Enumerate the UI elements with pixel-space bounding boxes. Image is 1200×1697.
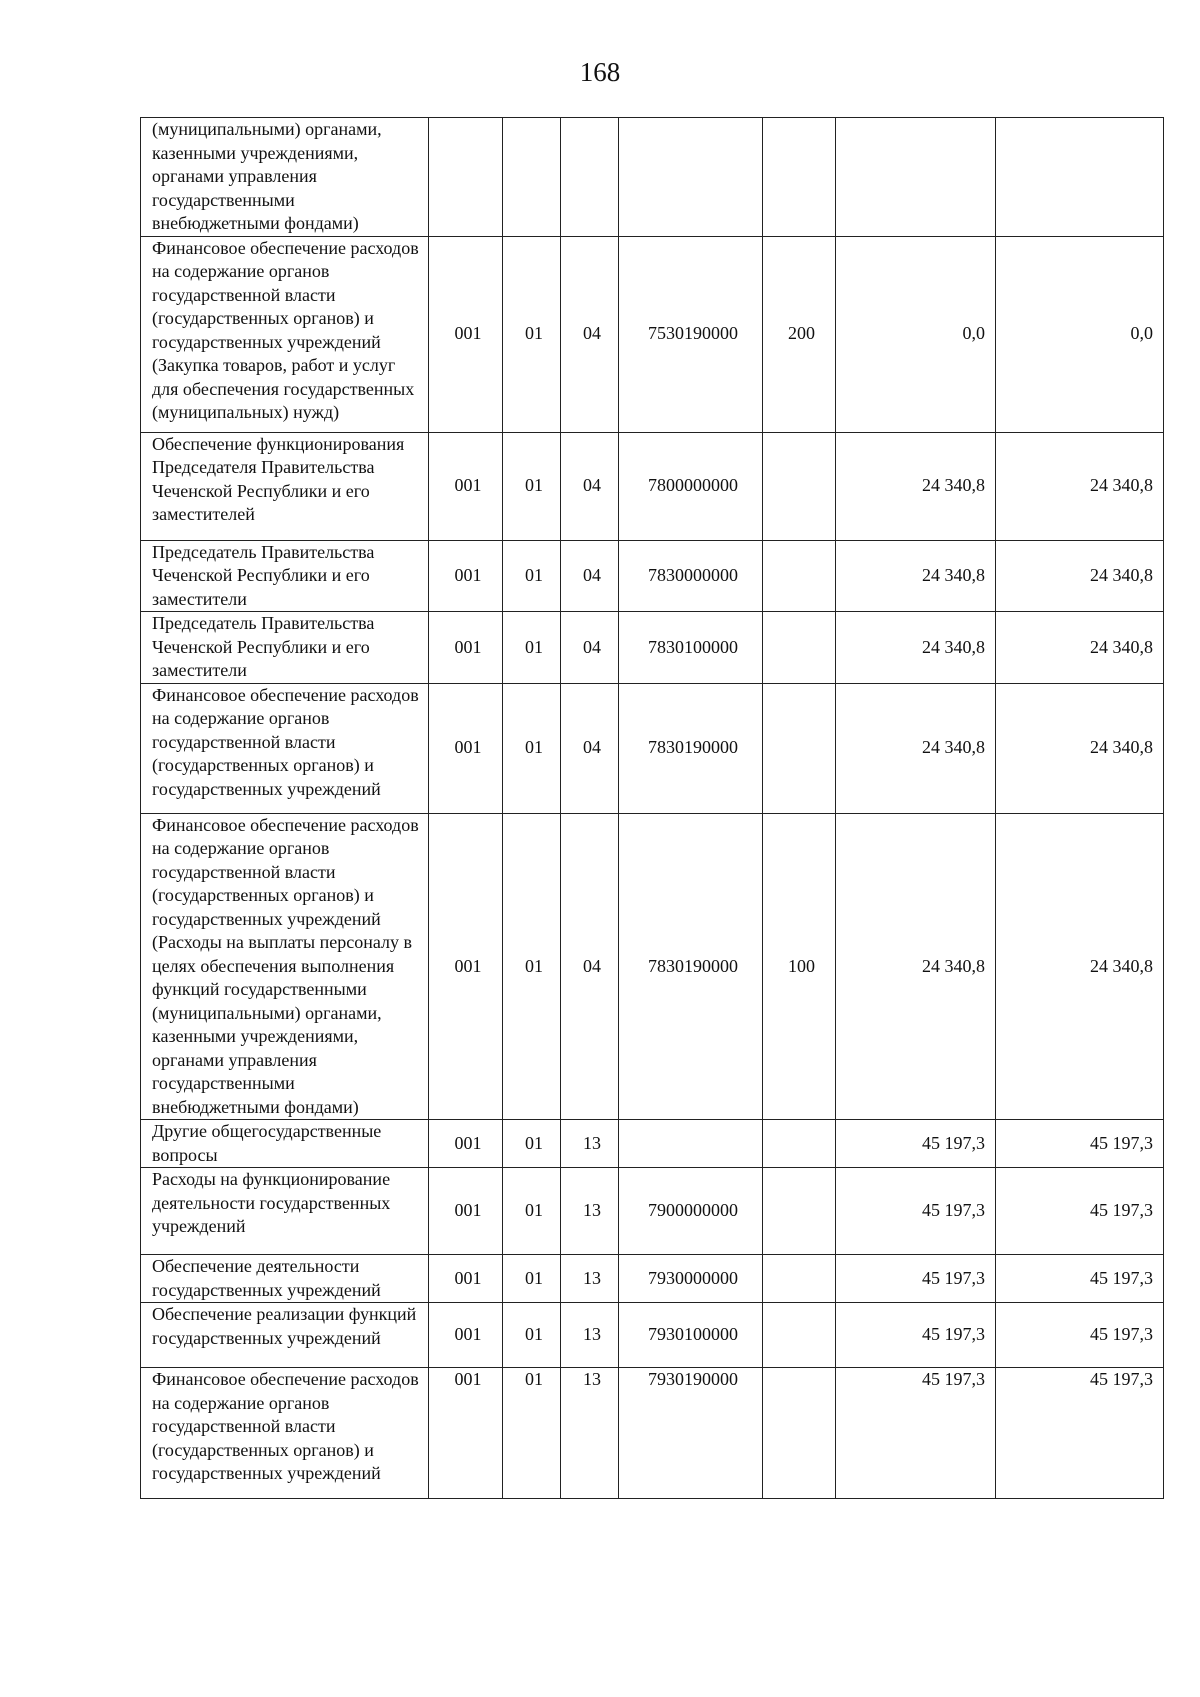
amount-year-1-cell: 24 340,8 bbox=[836, 813, 996, 1120]
description-cell: Председатель Правительства Чеченской Республики и его заместители bbox=[141, 540, 429, 612]
amount-year-1-cell: 45 197,3 bbox=[836, 1255, 996, 1303]
expense-type-cell: 100 bbox=[763, 813, 836, 1120]
subsection-code-cell: 04 bbox=[561, 540, 619, 612]
table-row bbox=[141, 1303, 1164, 1368]
subsection-code-cell: 13 bbox=[561, 1303, 619, 1368]
table-row bbox=[141, 683, 1164, 813]
table-body bbox=[141, 118, 1164, 1499]
amount-year-2-cell: 0,0 bbox=[996, 236, 1164, 432]
ministry-code-cell: 001 bbox=[429, 236, 503, 432]
expense-type-cell bbox=[763, 1255, 836, 1303]
subsection-code-cell: 04 bbox=[561, 683, 619, 813]
subsection-code-cell: 13 bbox=[561, 1120, 619, 1168]
ministry-code-cell bbox=[429, 118, 503, 237]
target-article-cell: 7900000000 bbox=[619, 1168, 763, 1255]
expense-type-cell bbox=[763, 1303, 836, 1368]
expense-type-cell bbox=[763, 1368, 836, 1499]
table-row bbox=[141, 236, 1164, 432]
description-cell: Обеспечение функционирования Председателя Правительства Чеченской Республики и его заместителей bbox=[141, 432, 429, 540]
target-article-cell: 7930190000 bbox=[619, 1368, 763, 1499]
table-row bbox=[141, 432, 1164, 540]
target-article-cell bbox=[619, 1120, 763, 1168]
page-number: 168 bbox=[579, 57, 621, 87]
ministry-code-cell: 001 bbox=[429, 1168, 503, 1255]
amount-year-1-cell: 45 197,3 bbox=[836, 1368, 996, 1499]
amount-year-2-cell: 45 197,3 bbox=[996, 1303, 1164, 1368]
amount-year-2-cell: 24 340,8 bbox=[996, 813, 1164, 1120]
amount-year-1-cell bbox=[836, 118, 996, 237]
subsection-code-cell: 04 bbox=[561, 813, 619, 1120]
ministry-code-cell: 001 bbox=[429, 1303, 503, 1368]
ministry-code-cell: 001 bbox=[429, 1368, 503, 1499]
amount-year-1-cell: 24 340,8 bbox=[836, 540, 996, 612]
section-code-cell: 01 bbox=[503, 236, 561, 432]
description-cell: Обеспечение деятельности государственных учреждений bbox=[141, 1255, 429, 1303]
table-row bbox=[141, 1368, 1164, 1499]
target-article-cell: 7830190000 bbox=[619, 683, 763, 813]
amount-year-1-cell: 24 340,8 bbox=[836, 612, 996, 684]
ministry-code-cell: 001 bbox=[429, 683, 503, 813]
description-cell: Финансовое обеспечение расходов на содержание органов государственной власти (государственных органов) и государственных учреждений bbox=[141, 1368, 429, 1499]
description-cell: (муниципальными) органами, казенными учреждениями, органами управления государственными внебюджетными фондами) bbox=[141, 118, 429, 237]
ministry-code-cell: 001 bbox=[429, 540, 503, 612]
target-article-cell: 7830000000 bbox=[619, 540, 763, 612]
section-code-cell bbox=[503, 118, 561, 237]
amount-year-1-cell: 45 197,3 bbox=[836, 1168, 996, 1255]
amount-year-2-cell: 24 340,8 bbox=[996, 612, 1164, 684]
amount-year-1-cell: 24 340,8 bbox=[836, 683, 996, 813]
expense-type-cell bbox=[763, 1120, 836, 1168]
amount-year-1-cell: 0,0 bbox=[836, 236, 996, 432]
subsection-code-cell: 04 bbox=[561, 612, 619, 684]
description-cell: Финансовое обеспечение расходов на содержание органов государственной власти (государственных органов) и государственных учреждений (Закупка товаров, работ и услуг для обеспечения государственных (муниципальных) нужд) bbox=[141, 236, 429, 432]
amount-year-1-cell: 45 197,3 bbox=[836, 1303, 996, 1368]
subsection-code-cell: 04 bbox=[561, 236, 619, 432]
subsection-code-cell: 04 bbox=[561, 432, 619, 540]
table-row bbox=[141, 612, 1164, 684]
section-code-cell: 01 bbox=[503, 540, 561, 612]
expense-type-cell bbox=[763, 1168, 836, 1255]
section-code-cell: 01 bbox=[503, 1120, 561, 1168]
subsection-code-cell: 13 bbox=[561, 1168, 619, 1255]
ministry-code-cell: 001 bbox=[429, 1120, 503, 1168]
section-code-cell: 01 bbox=[503, 1368, 561, 1499]
amount-year-2-cell: 24 340,8 bbox=[996, 540, 1164, 612]
description-cell: Другие общегосударственные вопросы bbox=[141, 1120, 429, 1168]
amount-year-2-cell: 45 197,3 bbox=[996, 1255, 1164, 1303]
target-article-cell: 7930000000 bbox=[619, 1255, 763, 1303]
subsection-code-cell bbox=[561, 118, 619, 237]
description-cell: Председатель Правительства Чеченской Республики и его заместители bbox=[141, 612, 429, 684]
section-code-cell: 01 bbox=[503, 1303, 561, 1368]
description-cell: Обеспечение реализации функций государственных учреждений bbox=[141, 1303, 429, 1368]
section-code-cell: 01 bbox=[503, 612, 561, 684]
ministry-code-cell: 001 bbox=[429, 1255, 503, 1303]
table-row bbox=[141, 1168, 1164, 1255]
amount-year-2-cell: 45 197,3 bbox=[996, 1368, 1164, 1499]
table-row bbox=[141, 813, 1164, 1120]
amount-year-1-cell: 24 340,8 bbox=[836, 432, 996, 540]
description-cell: Финансовое обеспечение расходов на содержание органов государственной власти (государственных органов) и государственных учреждений (Расходы на выплаты персоналу в целях обеспечения выполнения функций государственными (муниципальными) органами, казенными учреждениями, органами управления государственными внебюджетными фондами) bbox=[141, 813, 429, 1120]
table-row bbox=[141, 1120, 1164, 1168]
expense-type-cell bbox=[763, 540, 836, 612]
table-row bbox=[141, 1255, 1164, 1303]
amount-year-2-cell bbox=[996, 118, 1164, 237]
section-code-cell: 01 bbox=[503, 432, 561, 540]
table-row bbox=[141, 540, 1164, 612]
amount-year-2-cell: 45 197,3 bbox=[996, 1168, 1164, 1255]
table-row bbox=[141, 118, 1164, 237]
expense-type-cell bbox=[763, 118, 836, 237]
section-code-cell: 01 bbox=[503, 683, 561, 813]
expense-type-cell bbox=[763, 432, 836, 540]
ministry-code-cell: 001 bbox=[429, 612, 503, 684]
expense-type-cell: 200 bbox=[763, 236, 836, 432]
subsection-code-cell: 13 bbox=[561, 1255, 619, 1303]
target-article-cell: 7930100000 bbox=[619, 1303, 763, 1368]
target-article-cell: 7830100000 bbox=[619, 612, 763, 684]
target-article-cell: 7800000000 bbox=[619, 432, 763, 540]
section-code-cell: 01 bbox=[503, 1168, 561, 1255]
amount-year-1-cell: 45 197,3 bbox=[836, 1120, 996, 1168]
section-code-cell: 01 bbox=[503, 1255, 561, 1303]
amount-year-2-cell: 24 340,8 bbox=[996, 432, 1164, 540]
amount-year-2-cell: 24 340,8 bbox=[996, 683, 1164, 813]
ministry-code-cell: 001 bbox=[429, 813, 503, 1120]
subsection-code-cell: 13 bbox=[561, 1368, 619, 1499]
budget-table bbox=[140, 117, 1164, 1499]
description-cell: Расходы на функционирование деятельности государственных учреждений bbox=[141, 1168, 429, 1255]
description-cell: Финансовое обеспечение расходов на содержание органов государственной власти (государственных органов) и государственных учреждений bbox=[141, 683, 429, 813]
ministry-code-cell: 001 bbox=[429, 432, 503, 540]
target-article-cell: 7530190000 bbox=[619, 236, 763, 432]
section-code-cell: 01 bbox=[503, 813, 561, 1120]
amount-year-2-cell: 45 197,3 bbox=[996, 1120, 1164, 1168]
target-article-cell: 7830190000 bbox=[619, 813, 763, 1120]
target-article-cell bbox=[619, 118, 763, 237]
expense-type-cell bbox=[763, 612, 836, 684]
expense-type-cell bbox=[763, 683, 836, 813]
